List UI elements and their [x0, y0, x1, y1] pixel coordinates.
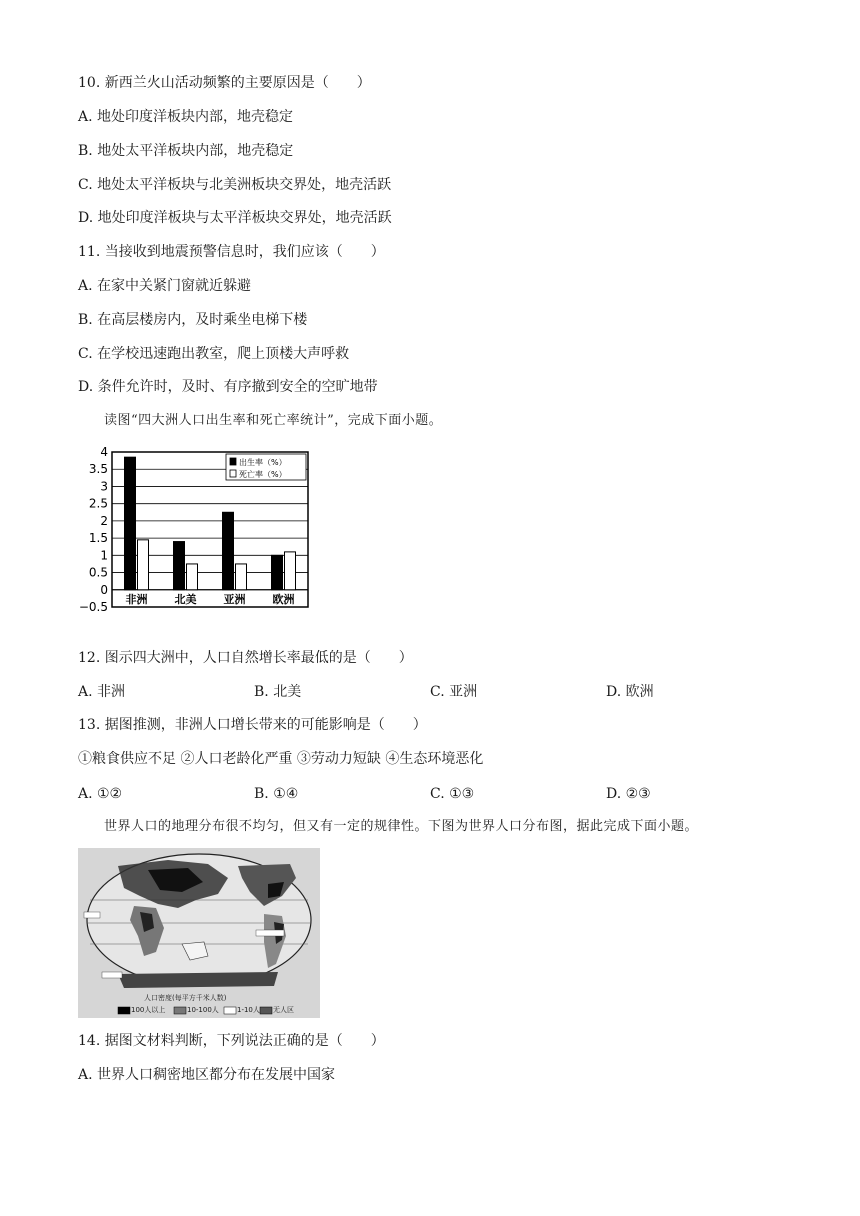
chart-intro: 读图“四大洲人口出生率和死亡率统计”，完成下面小题。: [104, 413, 443, 428]
death-rate-bar: [285, 552, 296, 590]
y-tick-label: 1.5: [88, 531, 108, 546]
q10-option-a: A. 地处印度洋板块内部，地壳稳定: [78, 109, 294, 125]
birth-rate-bar: [223, 512, 234, 590]
y-tick-label: 0.5: [88, 565, 108, 580]
q13-stem: 13. 据图推测，非洲人口增长带来的可能影响是（ ）: [78, 717, 427, 733]
x-tick-label: 欧洲: [272, 593, 295, 606]
map-legend-item: 10-100人: [187, 1006, 219, 1014]
death-rate-bar: [187, 564, 198, 590]
q11-option-c: C. 在学校迅速跑出教室，爬上顶楼大声呼救: [78, 346, 350, 362]
y-tick-label: 3: [100, 479, 108, 494]
y-tick-label: 4: [100, 445, 108, 459]
y-tick-label: −0.5: [78, 600, 108, 614]
map-intro: 世界人口的地理分布很不均匀，但又有一定的规律性。下图为世界人口分布图，据此完成下面小题。: [104, 819, 699, 834]
birth-rate-bar: [125, 457, 136, 590]
death-rate-bar: [236, 564, 247, 590]
death-rate-bar: [138, 540, 149, 590]
y-tick-label: 3.5: [88, 462, 108, 477]
q12-option-c: C. 亚洲: [430, 684, 478, 700]
y-tick-label: 2: [100, 513, 108, 528]
legend-label: 出生率（%）: [239, 458, 287, 467]
x-tick-label: 亚洲: [223, 593, 246, 606]
map-drawing: [78, 848, 320, 1018]
q10-option-b: B. 地处太平洋板块内部，地壳稳定: [78, 143, 294, 159]
q11-stem: 11. 当接收到地震预警信息时，我们应该（ ）: [78, 244, 385, 260]
birth-death-rate-chart: [78, 445, 316, 628]
q11-option-d: D. 条件允许时，及时、有序撤到安全的空旷地带: [78, 379, 378, 395]
legend-swatch: [230, 458, 236, 465]
map-legend-item: 1-10人: [237, 1006, 260, 1014]
q12-stem: 12. 图示四大洲中，人口自然增长率最低的是（ ）: [78, 650, 413, 666]
map-legend-title: 人口密度(每平方千米人数): [144, 994, 227, 1002]
x-tick-label: 北美: [174, 593, 197, 606]
q13-option-d: D. ②③: [606, 786, 651, 802]
q13-option-b: B. ①④: [254, 786, 299, 802]
birth-rate-bar: [272, 555, 283, 589]
map-legend-item: 100人以上: [131, 1006, 166, 1014]
legend-label: 死亡率（%）: [239, 470, 287, 479]
q12-option-a: A. 非洲: [78, 684, 126, 700]
q13-choices: ①粮食供应不足 ②人口老龄化严重 ③劳动力短缺 ④生态环境恶化: [78, 751, 484, 767]
q14-stem: 14. 据图文材料判断，下列说法正确的是（ ）: [78, 1033, 385, 1049]
q12-option-b: B. 北美: [254, 684, 302, 700]
birth-rate-bar: [174, 542, 185, 590]
q13-option-a: A. ①②: [78, 786, 123, 802]
y-tick-label: 0: [100, 582, 108, 597]
legend-swatch: [230, 470, 236, 477]
q12-option-d: D. 欧洲: [606, 684, 654, 700]
q10-option-d: D. 地处印度洋板块与太平洋板块交界处，地壳活跃: [78, 210, 392, 226]
q13-option-c: C. ①③: [430, 786, 475, 802]
q11-option-b: B. 在高层楼房内，及时乘坐电梯下楼: [78, 312, 308, 328]
q10-stem: 10. 新西兰火山活动频繁的主要原因是（ ）: [78, 75, 371, 91]
q14-option-a: A. 世界人口稠密地区都分布在发展中国家: [78, 1067, 336, 1083]
y-tick-label: 2.5: [88, 496, 108, 511]
x-tick-label: 非洲: [125, 593, 148, 606]
map-legend-item: 无人区: [273, 1006, 294, 1014]
world-population-map: [78, 848, 320, 1018]
q11-option-a: A. 在家中关紧门窗就近躲避: [78, 278, 252, 294]
q10-option-c: C. 地处太平洋板块与北美洲板块交界处，地壳活跃: [78, 177, 392, 193]
y-tick-label: 1: [100, 548, 108, 563]
